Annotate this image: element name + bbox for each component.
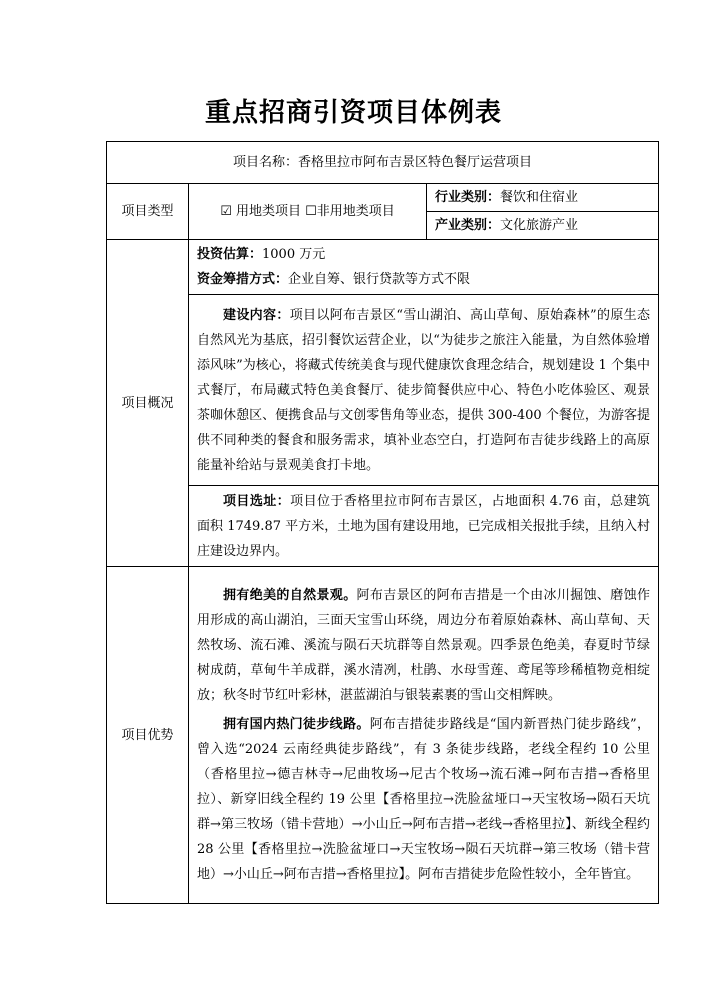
advantages-block	[189, 567, 659, 904]
site-label: 项目选址：	[223, 493, 291, 509]
content-block	[189, 295, 659, 486]
investment-label: 投资估算：	[197, 247, 263, 262]
overview-label: 项目概况	[107, 240, 189, 567]
site-block	[189, 486, 659, 567]
sector-category	[427, 212, 659, 240]
industry-value: 餐饮和住宿业	[500, 190, 579, 205]
advantage-2-text: 阿布吉措徒步路线是“国内新晋热门徒步路线”，曾入选“2024 云南经典徒步路线”，有 3 条徒步线路，老线全程约 10 公里（香格里拉→德吉林寺→尼曲牧场→尼古个牧场→流石滩→阿布吉措→香格里拉）、新穿旧线全程约 19 公里【香格里拉→洗脸盆垭口→天宝牧场→陨石天坑群→第三牧场（错卡营地）→小山丘→阿布吉措→老线→香格里拉】、新线全程约 28 公里【香格里拉→洗脸盆垭口→天宝牧场→陨石天坑群→第三牧场（错卡营地）→小山丘→阿布吉措→香格里拉】。阿布吉措徒步危险性较小，全年皆宜。	[197, 717, 651, 882]
project-name: 项目名称：香格里拉市阿布吉景区特色餐厅运营项目	[107, 142, 659, 184]
page-title: 重点招商引资项目体例表	[204, 98, 502, 128]
type-options: ☑ 用地类项目 ☐非用地类项目	[189, 184, 427, 240]
investment-value: 1000 万元	[262, 247, 326, 262]
industry-label: 行业类别：	[435, 190, 501, 205]
content-text: 项目以阿布吉景区“雪山湖泊、高山草甸、原始森林”的原生态自然风光为基底，招引餐饮运营企业，以“为徒步之旅注入能量，为自然体验增添风味”为核心，将藏式传统美食与现代健康饮食理念结合，规划建设 1 个集中式餐厅，布局藏式特色美食餐厅、徒步简餐供应中心、特色小吃体验区、观景茶咖休憩区、便携食品与文创零售角等业态，提供 300-400 个餐位，为游客提供不同种类的餐食和服务需求，填补业态空白，打造阿布吉徒步线路上的高原能量补给站与景观美食打卡地。	[197, 307, 651, 473]
industry-category	[427, 184, 659, 212]
advantages-label: 项目优势	[107, 567, 189, 904]
advantage-2-label: 拥有国内热门徒步线路。	[223, 717, 370, 732]
funding-value: 企业自筹、银行贷款等方式不限	[288, 272, 471, 287]
project-table	[106, 141, 659, 904]
type-label: 项目类型	[107, 184, 189, 240]
content-label: 建设内容：	[223, 307, 290, 323]
sector-label: 产业类别：	[435, 218, 501, 233]
site-text: 项目位于香格里拉市阿布吉景区，占地面积 4.76 亩，总建筑面积 1749.87 平方米，土地为国有建设用地，已完成相关报批手续，且纳入村庄建设边界内。	[197, 493, 651, 559]
advantage-1-label: 拥有绝美的自然景观。	[223, 588, 357, 603]
sector-value: 文化旅游产业	[500, 218, 579, 233]
funding-label: 资金筹措方式：	[197, 272, 289, 287]
investment-block	[189, 240, 659, 295]
advantage-1-text: 阿布吉景区的阿布吉措是一个由冰川掘蚀、磨蚀作用形成的高山湖泊，三面天宝雪山环绕，周边分布着原始森林、高山草甸、天然牧场、流石滩、溪流与陨石天坑群等自然景观。四季景色绝美，春夏时节绿树成荫，草甸牛羊成群，溪水清冽，杜鹃、水母雪莲、鸢尾等珍稀植物竞相绽放；秋冬时节红叶彩林，湛蓝湖泊与银装素裹的雪山交相辉映。	[197, 588, 651, 703]
